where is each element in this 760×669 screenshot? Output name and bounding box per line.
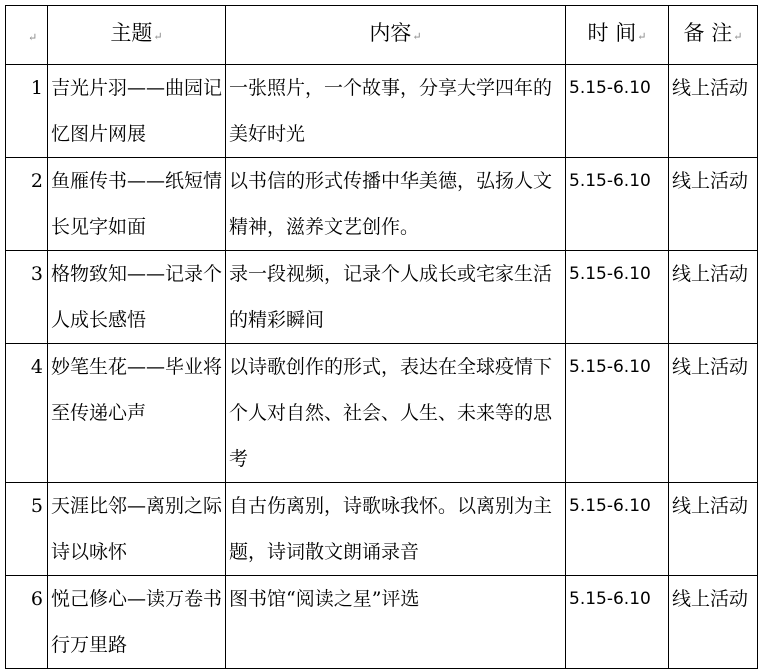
row-time: 5.15-6.10 xyxy=(566,483,669,576)
table-row xyxy=(6,483,758,576)
row-number: 3 xyxy=(6,251,48,344)
row-content: 一张照片，一个故事，分享大学四年的美好时光 xyxy=(226,65,566,158)
row-theme: 格物致知——记录个人成长感悟 xyxy=(48,251,226,344)
header-content: 内容↵ xyxy=(226,6,566,65)
row-time: 5.15-6.10 xyxy=(566,251,669,344)
table-row xyxy=(6,158,758,251)
row-number: 6 xyxy=(6,576,48,669)
row-number: 2 xyxy=(6,158,48,251)
activity-table xyxy=(5,5,758,669)
row-time: 5.15-6.10 xyxy=(566,158,669,251)
row-time: 5.15-6.10 xyxy=(566,65,669,158)
row-theme: 鱼雁传书——纸短情长见字如面 xyxy=(48,158,226,251)
header-index-cell: ↵ xyxy=(6,6,48,65)
header-theme: 主题↵ xyxy=(48,6,226,65)
row-content: 以诗歌创作的形式，表达在全球疫情下个人对自然、社会、人生、未来等的思考 xyxy=(226,344,566,483)
header-time: 时 间↵ xyxy=(566,6,669,65)
row-note: 线上活动 xyxy=(669,158,758,251)
table-row xyxy=(6,344,758,483)
row-note: 线上活动 xyxy=(669,251,758,344)
row-note: 线上活动 xyxy=(669,65,758,158)
row-theme: 吉光片羽——曲园记忆图片网展 xyxy=(48,65,226,158)
header-note: 备 注↵ xyxy=(669,6,758,65)
row-time: 5.15-6.10 xyxy=(566,576,669,669)
row-note: 线上活动 xyxy=(669,344,758,483)
row-content: 录一段视频，记录个人成长或宅家生活的精彩瞬间 xyxy=(226,251,566,344)
header-row xyxy=(6,6,758,65)
row-content: 图书馆“阅读之星”评选 xyxy=(226,576,566,669)
row-content: 自古伤离别，诗歌咏我怀。以离别为主题，诗词散文朗诵录音 xyxy=(226,483,566,576)
row-time: 5.15-6.10 xyxy=(566,344,669,483)
row-theme: 天涯比邻—离别之际诗以咏怀 xyxy=(48,483,226,576)
row-note: 线上活动 xyxy=(669,576,758,669)
row-content: 以书信的形式传播中华美德，弘扬人文精神，滋养文艺创作。 xyxy=(226,158,566,251)
row-number: 5 xyxy=(6,483,48,576)
table-row xyxy=(6,576,758,669)
row-theme: 悦己修心—读万卷书行万里路 xyxy=(48,576,226,669)
table-row xyxy=(6,251,758,344)
row-number: 4 xyxy=(6,344,48,483)
row-note: 线上活动 xyxy=(669,483,758,576)
row-number: 1 xyxy=(6,65,48,158)
row-theme: 妙笔生花——毕业将至传递心声 xyxy=(48,344,226,483)
table-row xyxy=(6,65,758,158)
